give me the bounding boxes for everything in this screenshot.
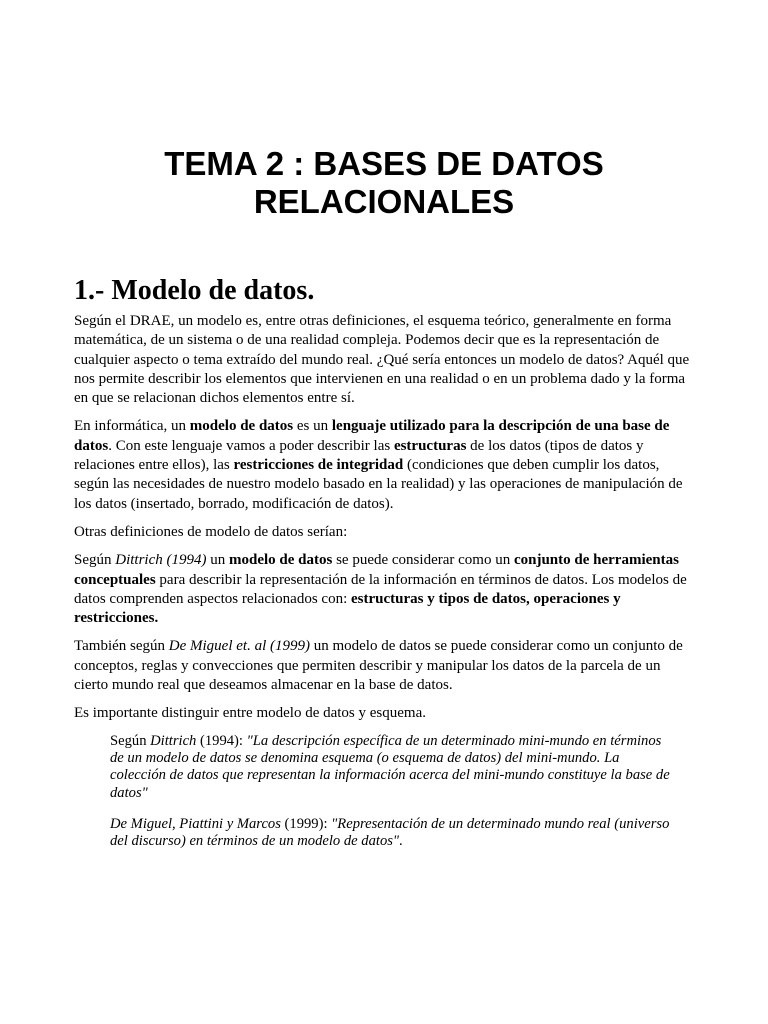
text-run: es un	[293, 418, 332, 435]
text-run: (condiciones que deben cumplir los datos, según las necesidades de nuestro modelo basado en la realidad) y las operaciones de manipulación de los datos (insertado, borrado, modificación de datos).	[74, 457, 683, 512]
quoted-text: "Representación de un determinado mundo real (universo del discurso) en términos de un modelo de datos"	[110, 815, 670, 850]
paragraph-de-miguel-definition	[74, 637, 696, 695]
bold-text: conjunto de herramientas conceptuales	[74, 552, 679, 588]
text-run: un	[206, 552, 229, 569]
citation: Dittrich (1994)	[115, 552, 207, 569]
text-run: (1999):	[280, 815, 332, 832]
bold-text: modelo de datos	[189, 418, 294, 435]
citation: Dittrich	[150, 732, 197, 749]
quoted-text: "La descripción específica de un determinado mini-mundo en términos de un modelo de datos se denomina esquema (o esquema de datos) del mini-mundo. La colección de datos que representan la información acerca del mini-mundo constituye la base de datos"	[110, 732, 670, 801]
paragraph-informatica-definition	[74, 417, 696, 513]
title-line-1: TEMA 2 : BASES DE DATOS	[164, 145, 604, 182]
citation: De Miguel, Piattini y Marcos	[110, 815, 281, 832]
text-run: de los datos (tipos de datos y relaciones entre ellos), las	[74, 437, 644, 474]
text-run: se puede considerar como un	[332, 552, 514, 569]
quote-de-miguel	[110, 816, 670, 851]
text-run: un modelo de datos se puede considerar como un conjunto de conceptos, reglas y convecciones que permiten describir y manipular los datos de la parcela de un cierto mundo real que deseamos almacenar en la base de datos.	[74, 638, 683, 694]
document-body	[74, 274, 696, 864]
document-title	[0, 145, 768, 221]
text-run: En informática, un	[74, 418, 190, 435]
text-run: .	[399, 833, 403, 850]
text-run: . Con este lenguaje vamos a poder describir las	[108, 437, 394, 454]
title-line-2: RELACIONALES	[253, 183, 515, 220]
text-run: Según	[110, 732, 151, 749]
bold-text: lenguaje utilizado para la descripción de una base de datos	[74, 418, 670, 454]
text-run: para describir la representación de la información en términos de datos. Los modelos de datos comprenden aspectos relacionados con:	[74, 571, 687, 607]
paragraph-dittrich-definition	[74, 551, 696, 628]
paragraph-drae-definition: Según el DRAE, un modelo es, entre otras definiciones, el esquema teórico, generalmente en forma matemática, de un sistema o de una realidad compleja. Podemos decir que es la representación de cualquier aspecto o tema extraído del mundo real. ¿Qué sería entonces un modelo de datos? Aquél que nos permite describir los elementos que intervienen en una realidad o en un problema dado y la forma en que se relacionan dichos elementos entre sí.	[74, 313, 690, 407]
bold-text: restricciones de integridad	[233, 457, 404, 474]
paragraph-other-definitions: Otras definiciones de modelo de datos serían:	[74, 523, 348, 540]
quote-dittrich	[110, 733, 670, 802]
paragraph-model-vs-schema: Es importante distinguir entre modelo de datos y esquema.	[74, 705, 427, 722]
text-run: También según	[74, 638, 169, 655]
text-run: Según	[74, 552, 116, 569]
citation: De Miguel et. al (1999)	[168, 638, 310, 655]
bold-text: estructuras y tipos de datos, operaciones y restricciones.	[74, 590, 621, 627]
section-heading: 1.- Modelo de datos.	[74, 275, 315, 306]
bold-text: modelo de datos	[229, 552, 333, 569]
text-run: (1994):	[196, 732, 247, 749]
bold-text: estructuras	[393, 437, 467, 454]
